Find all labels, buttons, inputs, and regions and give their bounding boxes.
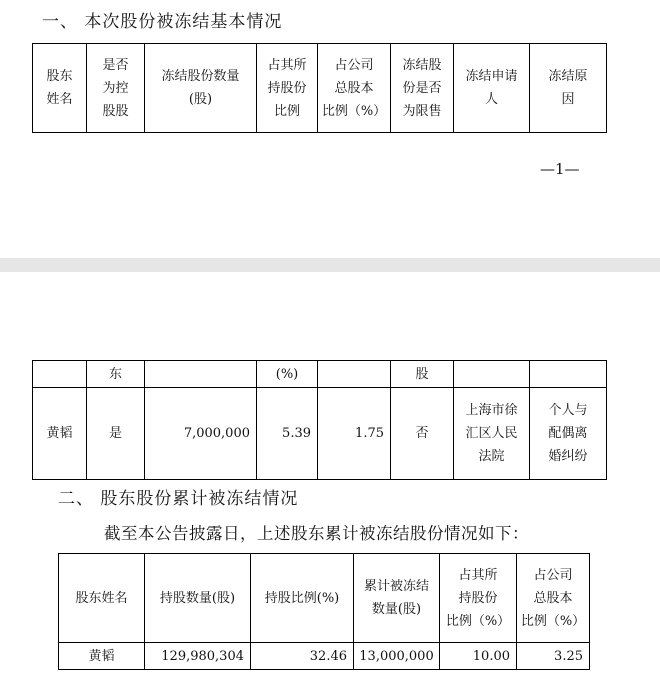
header-holdings — [145, 554, 251, 643]
header-shareholder-name — [59, 554, 145, 643]
header-line: 是否 — [102, 57, 129, 73]
header-line: 占其所 — [267, 57, 307, 73]
header-tail-cell: 股 — [391, 361, 454, 388]
cell-frozen-shares: 7,000,000 — [145, 388, 257, 480]
header-line: 持股数量(股) — [159, 590, 236, 606]
header-ratio-of-holding — [257, 44, 318, 133]
cell-ratio-of-holding: 10.00 — [440, 643, 517, 670]
header-tail-cell — [530, 361, 607, 388]
cell-holding-ratio: 32.46 — [251, 643, 354, 670]
header-tail-cell: (%) — [257, 361, 318, 388]
section-2-title: 二、 股东股份累计被冻结情况 — [58, 489, 299, 509]
applicant-line: 上海市徐 — [465, 403, 518, 418]
table-header-tail-row — [33, 361, 607, 388]
reason-line: 个人与 — [548, 403, 588, 418]
header-line: 占公司 — [334, 57, 374, 73]
header-ratio-of-total — [517, 554, 590, 643]
page-number: —1— — [540, 160, 580, 178]
freeze-basic-table — [32, 43, 607, 133]
table-header-row — [59, 554, 590, 643]
section-2-intro: 截至本公告披露日，上述股东累计被冻结股份情况如下： — [104, 524, 529, 543]
header-line: 为限售 — [402, 103, 442, 119]
header-line: 总股本 — [533, 590, 573, 606]
header-line: 冻结申请 — [465, 69, 518, 84]
header-is-restricted — [391, 44, 454, 133]
header-tail-cell — [33, 361, 87, 388]
cell-cumulative-frozen: 13,000,000 — [354, 643, 440, 670]
header-line: 冻结股份数量 — [161, 69, 240, 84]
header-tail-cell — [454, 361, 530, 388]
header-line: 股东姓名 — [75, 590, 128, 606]
header-line: 股东 — [46, 69, 73, 84]
header-applicant — [454, 44, 530, 133]
freeze-basic-table-continued — [32, 360, 607, 480]
header-line: 冻结原 — [548, 69, 588, 84]
cell-ratio-of-total: 3.25 — [517, 643, 590, 670]
header-frozen-shares — [145, 44, 257, 133]
table-header-row — [33, 44, 607, 133]
header-line: 比例 — [273, 103, 300, 119]
header-line: 为控 — [102, 80, 129, 96]
applicant-line: 汇区人民 — [465, 426, 518, 441]
header-ratio-of-total — [318, 44, 391, 133]
header-line: 持股份 — [267, 80, 307, 96]
header-line: 占公司 — [533, 567, 573, 583]
cell-shareholder-name: 黄韬 — [33, 388, 87, 480]
header-line: 持股比例(%) — [264, 590, 340, 606]
header-line: 姓名 — [46, 92, 73, 107]
header-reason — [530, 44, 607, 133]
header-tail-cell — [145, 361, 257, 388]
header-line: 累计被冻结 — [363, 579, 429, 594]
header-shareholder-name — [33, 44, 87, 133]
header-line: 比例（%） — [445, 613, 511, 629]
header-cumulative-frozen — [354, 554, 440, 643]
header-line: 因 — [561, 92, 575, 107]
reason-line: 婚纠纷 — [548, 449, 588, 464]
header-line: 持股份 — [458, 590, 498, 606]
cell-reason — [530, 388, 607, 480]
header-line: 份是否 — [402, 80, 442, 96]
header-line: 冻结股 — [402, 57, 442, 73]
page-separator — [0, 258, 660, 272]
header-tail-cell — [318, 361, 391, 388]
header-line: 占其所 — [458, 567, 498, 583]
header-line: 数量(股) — [371, 602, 422, 617]
applicant-line: 法院 — [478, 449, 505, 464]
cell-ratio-of-holding: 5.39 — [257, 388, 318, 480]
header-line: 人 — [484, 92, 498, 107]
table-row — [59, 643, 590, 670]
cell-is-controlling: 是 — [87, 388, 145, 480]
header-line: (股) — [188, 92, 213, 107]
header-line: 总股本 — [334, 80, 374, 96]
section-1-title: 一、 本次股份被冻结基本情况 — [42, 12, 283, 32]
header-is-controlling — [87, 44, 145, 133]
header-line: 股股 — [102, 103, 129, 119]
header-tail-cell: 东 — [87, 361, 145, 388]
cell-is-restricted: 否 — [391, 388, 454, 480]
header-line: 比例（%） — [520, 613, 586, 629]
cell-applicant — [454, 388, 530, 480]
header-ratio-of-holding — [440, 554, 517, 643]
cell-ratio-of-total: 1.75 — [318, 388, 391, 480]
header-line: 比例（%） — [321, 103, 387, 119]
table-row — [33, 388, 607, 480]
cell-shareholder-name: 黄韬 — [59, 643, 145, 670]
reason-line: 配偶离 — [548, 426, 588, 441]
cell-holdings: 129,980,304 — [145, 643, 251, 670]
cumulative-freeze-table — [58, 553, 590, 670]
header-holding-ratio — [251, 554, 354, 643]
